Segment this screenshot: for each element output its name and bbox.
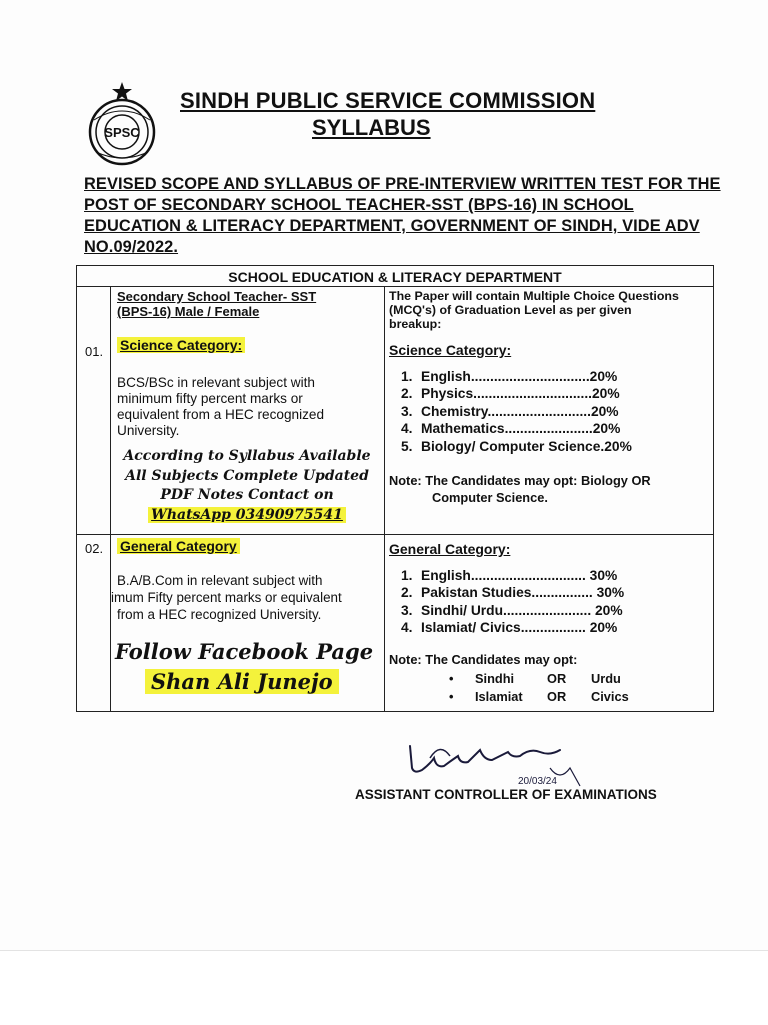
science-subject-list [401, 368, 632, 455]
general-note: Note: The Candidates may opt: [389, 652, 578, 667]
row-number: 02. [85, 541, 104, 556]
whatsapp-contact: WhatsApp 03490975541 [148, 507, 346, 523]
list-item: 1. English...............................20% [401, 369, 618, 384]
list-item: • Sindhi OR Urdu [449, 671, 621, 686]
row-divider [77, 534, 713, 535]
list-item: 1. English.............................. 30% [401, 568, 618, 583]
column-divider [384, 286, 385, 711]
general-category-label: General Category [117, 539, 240, 554]
page-title: SINDH PUBLIC SERVICE COMMISSION [180, 88, 596, 113]
table-header: SCHOOL EDUCATION & LITERACY DEPARTMENT [77, 266, 713, 287]
logo-text: SPSC [104, 125, 140, 140]
general-category-heading: General Category: [389, 541, 511, 557]
paper-note: The Paper will contain Multiple Choice Questions (MCQ's) of Graduation Level as per given breakup: [389, 289, 679, 331]
spsc-logo [80, 80, 164, 166]
signature-date: 20/03/24 [518, 776, 557, 787]
science-note: Note: The Candidates may opt: Biology OR Computer Science. [389, 473, 651, 505]
row-number: 01. [85, 344, 104, 359]
signatory-title: ASSISTANT CONTROLLER OF EXAMINATIONS [355, 787, 657, 802]
list-item: 2. Physics...............................20% [401, 386, 620, 402]
list-item: 4. Islamiat/ Civics................. 20% [401, 620, 618, 636]
science-qualification: BCS/BSc in relevant subject with minimum fifty percent marks or equivalent from a HEC recognized University. [117, 375, 325, 438]
general-subject-list [401, 567, 624, 637]
syllabus-table [76, 265, 714, 712]
page-subtitle: SYLLABUS [312, 115, 431, 140]
general-options [449, 670, 629, 706]
intro-heading: REVISED SCOPE AND SYLLABUS OF PRE-INTERVIEW WRITTEN TEST FOR THE POST OF SECONDARY SCHOOL TEACHER-SST (BPS-16) IN SCHOOL EDUCATION & LITERACY DEPARTMENT, GOVERNMENT OF SINDH, VIDE ADV NO.09/2022. [84, 175, 721, 256]
page-bottom-band [0, 950, 768, 1025]
column-divider [110, 286, 111, 711]
list-item: • Islamiat OR Civics [449, 689, 629, 704]
list-item: 2. Pakistan Studies................ 30% [401, 585, 625, 601]
science-category-heading: Science Category: [389, 342, 512, 358]
list-item: 3. Sindhi/ Urdu....................... 20% [401, 602, 623, 618]
list-item: 3. Chemistry...........................20% [401, 403, 619, 419]
general-qualification: B.A/B.Com in relevant subject with imum Fifty percent marks or equivalent from a HEC recognized University. [111, 573, 342, 622]
science-category-label: Science Category: [117, 338, 245, 353]
post-title: Secondary School Teacher- SST (BPS-16) Male / Female [117, 289, 317, 319]
promo-notes: According to Syllabus Available All Subjects Complete Updated PDF Notes Contact on WhatsApp 03490975541 [123, 448, 371, 523]
list-item: 5. Biology/ Computer Science.20% [401, 438, 632, 454]
facebook-promo: Follow Facebook Page Shan Ali Junejo [115, 639, 374, 694]
list-item: 4. Mathematics.......................20% [401, 421, 621, 437]
